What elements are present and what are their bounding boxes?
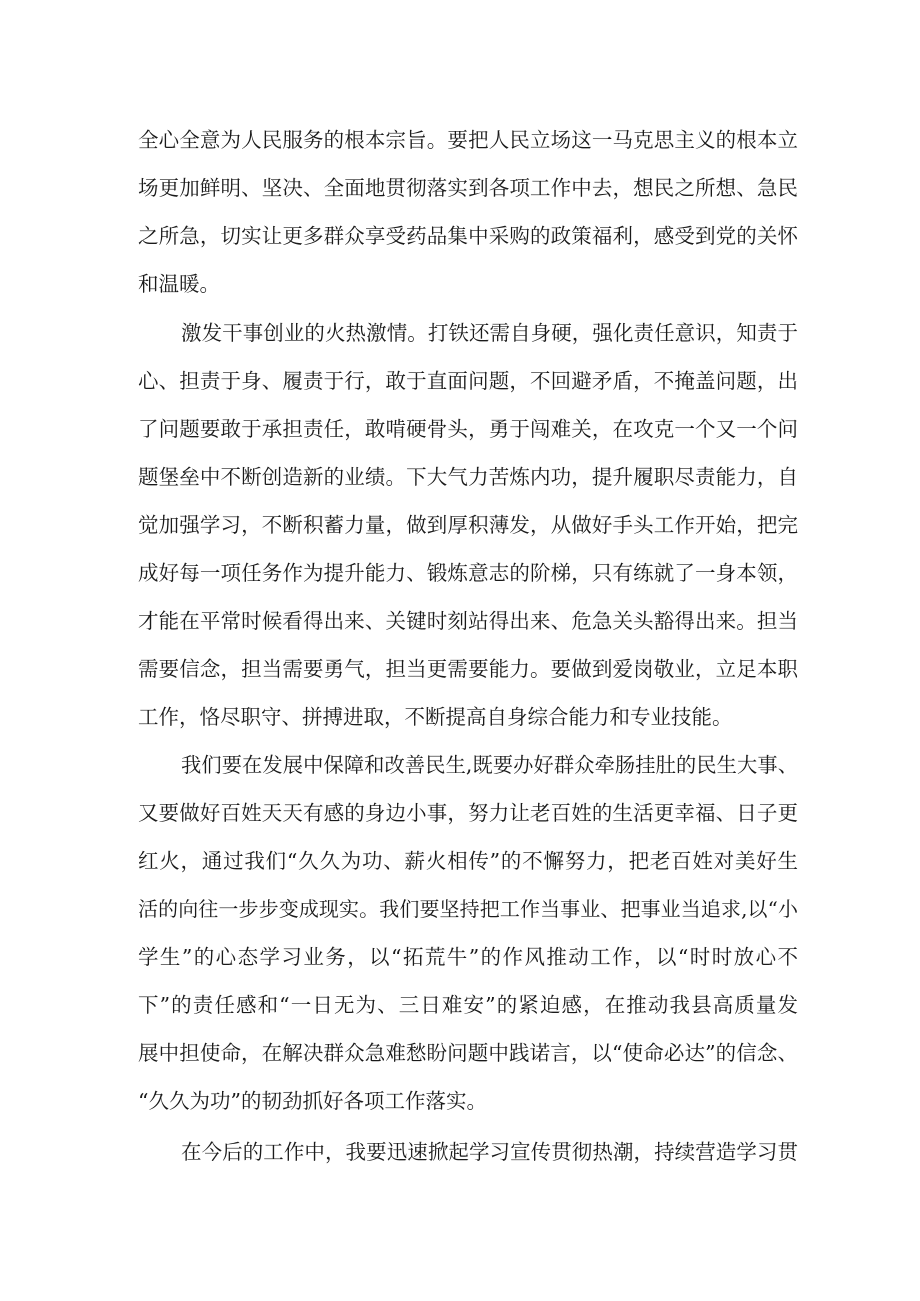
text-line: 题堡垒中不断创造新的业绩。下大气力苦炼内功，提升履职尽责能力，自	[138, 465, 798, 489]
text-line: 我们要在发展中保障和改善民生,既要办好群众牵肠挂肚的民生大事、	[181, 753, 798, 777]
text-line: 场更加鲜明、坚决、全面地贯彻落实到各项工作中去，想民之所想、急民	[138, 176, 798, 200]
text-line: 红火，通过我们“久久为功、薪火相传”的不懈努力，把老百姓对美好生	[138, 849, 798, 873]
text-line: 学生”的心态学习业务，以“拓荒牛”的作风推动工作，以“时时放心不	[138, 945, 798, 969]
text-line: 在今后的工作中，我要迅速掀起学习宣传贯彻热潮，持续营造学习贯	[181, 1140, 798, 1164]
text-line: 成好每一项任务作为提升能力、锻炼意志的阶梯，只有练就了一身本领，	[138, 561, 798, 585]
text-line: 展中担使命，在解决群众急难愁盼问题中践诺言，以“使命必达”的信念、	[138, 1041, 798, 1065]
text-line: “久久为功”的韧劲抓好各项工作落实。	[138, 1089, 487, 1113]
text-line: 了问题要敢于承担责任，敢啃硬骨头，勇于闯难关，在攻克一个又一个问	[138, 417, 798, 441]
text-line: 全心全意为人民服务的根本宗旨。要把人民立场这一马克思主义的根本立	[138, 128, 798, 152]
text-line: 活的向往一步步变成现实。我们要坚持把工作当事业、把事业当追求,以“小	[138, 897, 798, 921]
text-line: 工作，恪尽职守、拼搏进取，不断提高自身综合能力和专业技能。	[138, 705, 733, 729]
text-line: 激发干事创业的火热激情。打铁还需自身硬，强化责任意识，知责于	[181, 321, 798, 345]
text-line: 又要做好百姓天天有感的身边小事，努力让老百姓的生活更幸福、日子更	[138, 801, 798, 825]
text-line: 下”的责任感和“一日无为、三日难安”的紧迫感，在推动我县高质量发	[138, 993, 798, 1017]
text-line: 觉加强学习，不断积蓄力量，做到厚积薄发，从做好手头工作开始，把完	[138, 513, 798, 537]
text-line: 需要信念，担当需要勇气，担当更需要能力。要做到爱岗敬业，立足本职	[138, 657, 798, 681]
text-line: 才能在平常时候看得出来、关键时刻站得出来、危急关头豁得出来。担当	[138, 609, 798, 633]
text-line: 之所急，切实让更多群众享受药品集中采购的政策福利，感受到党的关怀	[138, 224, 798, 248]
text-line: 和温暖。	[138, 272, 220, 296]
text-line: 心、担责于身、履责于行，敢于直面问题，不回避矛盾，不掩盖问题，出	[138, 369, 798, 393]
